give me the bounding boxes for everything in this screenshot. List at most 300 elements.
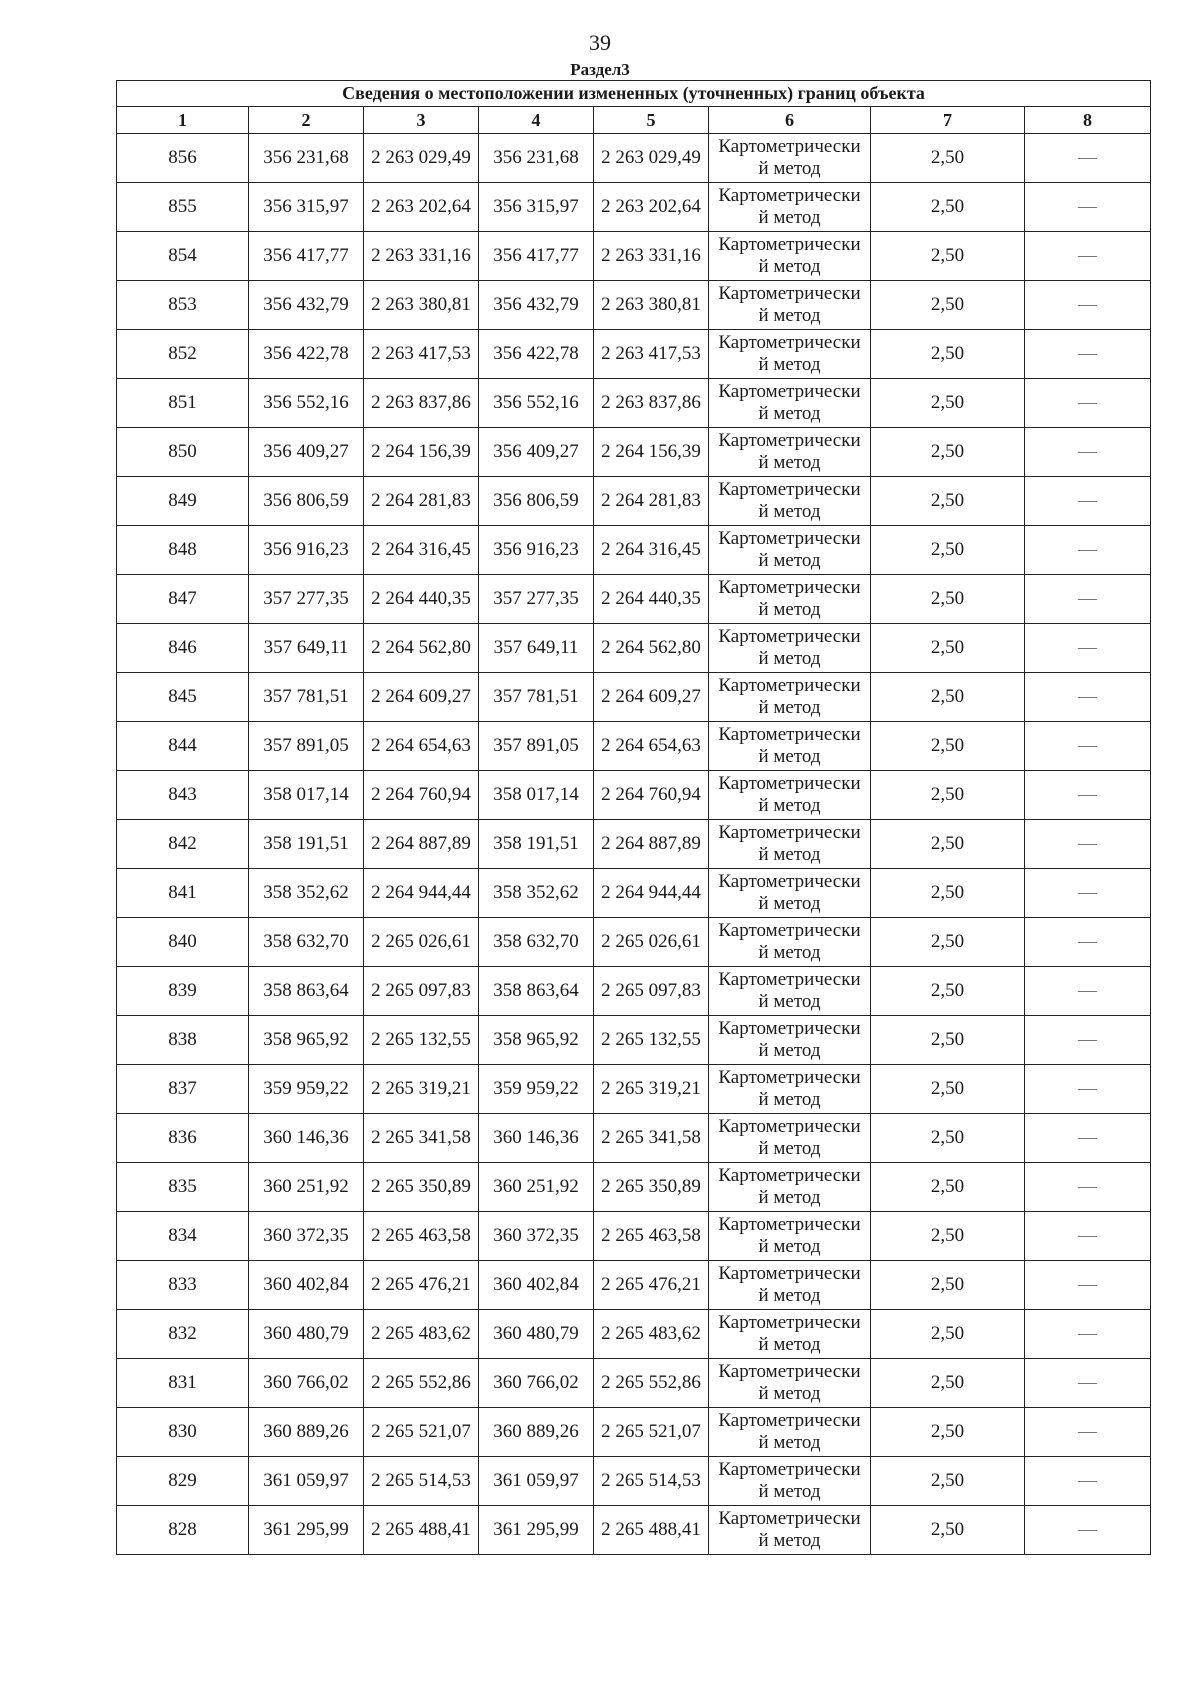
method-text-line: Картометрически xyxy=(718,1312,861,1333)
method-text-line: Картометрически xyxy=(718,136,861,157)
accuracy-cell: 2,50 xyxy=(871,918,1025,967)
column-number: 3 xyxy=(364,107,479,134)
x-coordinate-new-cell: 356 432,79 xyxy=(479,281,594,330)
x-coordinate-new-cell: 356 916,23 xyxy=(479,526,594,575)
method-text-line: Картометрически xyxy=(718,430,861,451)
y-coordinate-old-cell: 2 264 887,89 xyxy=(364,820,479,869)
y-coordinate-new-cell: 2 264 887,89 xyxy=(594,820,709,869)
accuracy-cell: 2,50 xyxy=(871,183,1025,232)
x-coordinate-old-cell: 357 891,05 xyxy=(249,722,364,771)
x-coordinate-new-cell: 357 891,05 xyxy=(479,722,594,771)
method-text-line: Картометрически xyxy=(718,381,861,402)
y-coordinate-new-cell: 2 265 341,58 xyxy=(594,1114,709,1163)
method-text-line: й метод xyxy=(758,305,821,326)
determination-method-cell xyxy=(709,1506,871,1555)
determination-method-cell xyxy=(709,134,871,183)
table-row xyxy=(117,967,1151,1016)
x-coordinate-old-cell: 356 417,77 xyxy=(249,232,364,281)
point-number-cell: 837 xyxy=(117,1065,249,1114)
column-number: 2 xyxy=(249,107,364,134)
method-text-line: Картометрически xyxy=(718,234,861,255)
method-text-line: й метод xyxy=(758,501,821,522)
method-text-line: Картометрически xyxy=(718,1214,861,1235)
method-text-line: Картометрически xyxy=(718,871,861,892)
column-number: 5 xyxy=(594,107,709,134)
x-coordinate-new-cell: 356 315,97 xyxy=(479,183,594,232)
determination-method-cell xyxy=(709,1114,871,1163)
y-coordinate-new-cell: 2 265 483,62 xyxy=(594,1310,709,1359)
note-cell: — xyxy=(1025,1065,1151,1114)
accuracy-cell: 2,50 xyxy=(871,477,1025,526)
note-cell: — xyxy=(1025,1359,1151,1408)
method-text-line: й метод xyxy=(758,942,821,963)
x-coordinate-new-cell: 356 552,16 xyxy=(479,379,594,428)
method-text-line: Картометрически xyxy=(718,675,861,696)
table-row xyxy=(117,771,1151,820)
point-number-cell: 844 xyxy=(117,722,249,771)
x-coordinate-old-cell: 360 372,35 xyxy=(249,1212,364,1261)
table-row xyxy=(117,134,1151,183)
accuracy-cell: 2,50 xyxy=(871,379,1025,428)
column-number: 8 xyxy=(1025,107,1151,134)
point-number-cell: 830 xyxy=(117,1408,249,1457)
method-text-line: й метод xyxy=(758,1236,821,1257)
method-text-line: й метод xyxy=(758,844,821,865)
method-text-line: й метод xyxy=(758,1530,821,1551)
y-coordinate-old-cell: 2 263 029,49 xyxy=(364,134,479,183)
x-coordinate-new-cell: 360 889,26 xyxy=(479,1408,594,1457)
y-coordinate-new-cell: 2 264 440,35 xyxy=(594,575,709,624)
determination-method-cell xyxy=(709,869,871,918)
x-coordinate-old-cell: 360 889,26 xyxy=(249,1408,364,1457)
method-text-line: й метод xyxy=(758,158,821,179)
x-coordinate-old-cell: 356 916,23 xyxy=(249,526,364,575)
method-text-line: Картометрически xyxy=(718,1018,861,1039)
table-row xyxy=(117,1016,1151,1065)
x-coordinate-new-cell: 356 231,68 xyxy=(479,134,594,183)
x-coordinate-new-cell: 357 649,11 xyxy=(479,624,594,673)
table-row xyxy=(117,624,1151,673)
determination-method-cell xyxy=(709,281,871,330)
point-number-cell: 851 xyxy=(117,379,249,428)
point-number-cell: 841 xyxy=(117,869,249,918)
method-text-line: й метод xyxy=(758,893,821,914)
method-text-line: Картометрически xyxy=(718,1459,861,1480)
y-coordinate-old-cell: 2 265 552,86 xyxy=(364,1359,479,1408)
determination-method-cell xyxy=(709,1163,871,1212)
y-coordinate-old-cell: 2 264 156,39 xyxy=(364,428,479,477)
x-coordinate-old-cell: 361 059,97 xyxy=(249,1457,364,1506)
point-number-cell: 835 xyxy=(117,1163,249,1212)
x-coordinate-new-cell: 360 146,36 xyxy=(479,1114,594,1163)
point-number-cell: 847 xyxy=(117,575,249,624)
point-number-cell: 831 xyxy=(117,1359,249,1408)
determination-method-cell xyxy=(709,673,871,722)
note-cell: — xyxy=(1025,379,1151,428)
point-number-cell: 853 xyxy=(117,281,249,330)
note-cell: — xyxy=(1025,967,1151,1016)
method-text-line: Картометрически xyxy=(718,1067,861,1088)
point-number-cell: 832 xyxy=(117,1310,249,1359)
note-cell: — xyxy=(1025,477,1151,526)
note-cell: — xyxy=(1025,1506,1151,1555)
method-text-line: Картометрически xyxy=(718,185,861,206)
y-coordinate-old-cell: 2 265 097,83 xyxy=(364,967,479,1016)
x-coordinate-old-cell: 357 277,35 xyxy=(249,575,364,624)
column-number: 6 xyxy=(709,107,871,134)
y-coordinate-old-cell: 2 265 319,21 xyxy=(364,1065,479,1114)
table-row xyxy=(117,1506,1151,1555)
accuracy-cell: 2,50 xyxy=(871,771,1025,820)
y-coordinate-new-cell: 2 264 944,44 xyxy=(594,869,709,918)
accuracy-cell: 2,50 xyxy=(871,1163,1025,1212)
table-row xyxy=(117,673,1151,722)
y-coordinate-new-cell: 2 263 417,53 xyxy=(594,330,709,379)
point-number-cell: 833 xyxy=(117,1261,249,1310)
method-text-line: Картометрически xyxy=(718,1165,861,1186)
y-coordinate-new-cell: 2 265 026,61 xyxy=(594,918,709,967)
y-coordinate-new-cell: 2 264 281,83 xyxy=(594,477,709,526)
accuracy-cell: 2,50 xyxy=(871,575,1025,624)
page-number: 39 xyxy=(589,30,611,55)
note-cell: — xyxy=(1025,1261,1151,1310)
column-number: 1 xyxy=(117,107,249,134)
method-text-line: Картометрически xyxy=(718,969,861,990)
y-coordinate-old-cell: 2 265 350,89 xyxy=(364,1163,479,1212)
accuracy-cell: 2,50 xyxy=(871,624,1025,673)
note-cell: — xyxy=(1025,1016,1151,1065)
method-text-line: й метод xyxy=(758,1187,821,1208)
y-coordinate-old-cell: 2 263 331,16 xyxy=(364,232,479,281)
y-coordinate-new-cell: 2 265 514,53 xyxy=(594,1457,709,1506)
column-number: 7 xyxy=(871,107,1025,134)
accuracy-cell: 2,50 xyxy=(871,1408,1025,1457)
y-coordinate-old-cell: 2 263 202,64 xyxy=(364,183,479,232)
method-text-line: Картометрически xyxy=(718,332,861,353)
method-text-line: й метод xyxy=(758,1285,821,1306)
y-coordinate-new-cell: 2 264 609,27 xyxy=(594,673,709,722)
y-coordinate-old-cell: 2 265 026,61 xyxy=(364,918,479,967)
y-coordinate-old-cell: 2 265 132,55 xyxy=(364,1016,479,1065)
table-row xyxy=(117,232,1151,281)
method-text-line: й метод xyxy=(758,1481,821,1502)
table-row xyxy=(117,722,1151,771)
y-coordinate-old-cell: 2 264 944,44 xyxy=(364,869,479,918)
accuracy-cell: 2,50 xyxy=(871,1359,1025,1408)
method-text-line: Картометрически xyxy=(718,724,861,745)
accuracy-cell: 2,50 xyxy=(871,1506,1025,1555)
method-text-line: й метод xyxy=(758,354,821,375)
note-cell: — xyxy=(1025,232,1151,281)
x-coordinate-old-cell: 356 422,78 xyxy=(249,330,364,379)
y-coordinate-new-cell: 2 263 029,49 xyxy=(594,134,709,183)
determination-method-cell xyxy=(709,624,871,673)
table-row xyxy=(117,1310,1151,1359)
note-cell: — xyxy=(1025,722,1151,771)
x-coordinate-old-cell: 358 632,70 xyxy=(249,918,364,967)
point-number-cell: 843 xyxy=(117,771,249,820)
x-coordinate-old-cell: 358 965,92 xyxy=(249,1016,364,1065)
determination-method-cell xyxy=(709,1310,871,1359)
note-cell: — xyxy=(1025,1114,1151,1163)
x-coordinate-new-cell: 357 781,51 xyxy=(479,673,594,722)
method-text-line: й метод xyxy=(758,991,821,1012)
accuracy-cell: 2,50 xyxy=(871,1261,1025,1310)
point-number-cell: 854 xyxy=(117,232,249,281)
method-text-line: й метод xyxy=(758,256,821,277)
note-cell: — xyxy=(1025,624,1151,673)
table-row xyxy=(117,1163,1151,1212)
table-row xyxy=(117,428,1151,477)
determination-method-cell xyxy=(709,1016,871,1065)
accuracy-cell: 2,50 xyxy=(871,673,1025,722)
determination-method-cell xyxy=(709,575,871,624)
y-coordinate-new-cell: 2 265 097,83 xyxy=(594,967,709,1016)
point-number-cell: 829 xyxy=(117,1457,249,1506)
y-coordinate-new-cell: 2 265 132,55 xyxy=(594,1016,709,1065)
y-coordinate-old-cell: 2 264 654,63 xyxy=(364,722,479,771)
section-title: Раздел3 xyxy=(570,60,630,79)
determination-method-cell xyxy=(709,722,871,771)
table-row xyxy=(117,869,1151,918)
y-coordinate-new-cell: 2 263 202,64 xyxy=(594,183,709,232)
point-number-cell: 846 xyxy=(117,624,249,673)
x-coordinate-old-cell: 356 432,79 xyxy=(249,281,364,330)
x-coordinate-old-cell: 356 231,68 xyxy=(249,134,364,183)
y-coordinate-new-cell: 2 264 760,94 xyxy=(594,771,709,820)
determination-method-cell xyxy=(709,918,871,967)
x-coordinate-new-cell: 360 402,84 xyxy=(479,1261,594,1310)
x-coordinate-old-cell: 356 552,16 xyxy=(249,379,364,428)
y-coordinate-old-cell: 2 263 837,86 xyxy=(364,379,479,428)
x-coordinate-new-cell: 358 017,14 xyxy=(479,771,594,820)
method-text-line: й метод xyxy=(758,207,821,228)
determination-method-cell xyxy=(709,1065,871,1114)
note-cell: — xyxy=(1025,869,1151,918)
x-coordinate-new-cell: 360 480,79 xyxy=(479,1310,594,1359)
method-text-line: Картометрически xyxy=(718,1263,861,1284)
point-number-cell: 842 xyxy=(117,820,249,869)
y-coordinate-new-cell: 2 265 463,58 xyxy=(594,1212,709,1261)
point-number-cell: 839 xyxy=(117,967,249,1016)
method-text-line: Картометрически xyxy=(718,1116,861,1137)
determination-method-cell xyxy=(709,1408,871,1457)
method-text-line: Картометрически xyxy=(718,577,861,598)
method-text-line: й метод xyxy=(758,795,821,816)
x-coordinate-new-cell: 358 965,92 xyxy=(479,1016,594,1065)
accuracy-cell: 2,50 xyxy=(871,232,1025,281)
x-coordinate-new-cell: 357 277,35 xyxy=(479,575,594,624)
x-coordinate-new-cell: 359 959,22 xyxy=(479,1065,594,1114)
x-coordinate-new-cell: 356 422,78 xyxy=(479,330,594,379)
table-row xyxy=(117,526,1151,575)
y-coordinate-old-cell: 2 265 483,62 xyxy=(364,1310,479,1359)
y-coordinate-new-cell: 2 265 350,89 xyxy=(594,1163,709,1212)
determination-method-cell xyxy=(709,526,871,575)
y-coordinate-old-cell: 2 265 514,53 xyxy=(364,1457,479,1506)
boundary-coordinates-table xyxy=(116,80,1151,1555)
method-text-line: Картометрически xyxy=(718,283,861,304)
note-cell: — xyxy=(1025,575,1151,624)
point-number-cell: 855 xyxy=(117,183,249,232)
column-number-row xyxy=(117,107,1151,134)
table-row xyxy=(117,1261,1151,1310)
table-row xyxy=(117,183,1151,232)
x-coordinate-old-cell: 360 402,84 xyxy=(249,1261,364,1310)
y-coordinate-old-cell: 2 264 562,80 xyxy=(364,624,479,673)
accuracy-cell: 2,50 xyxy=(871,134,1025,183)
note-cell: — xyxy=(1025,281,1151,330)
accuracy-cell: 2,50 xyxy=(871,1016,1025,1065)
x-coordinate-new-cell: 358 191,51 xyxy=(479,820,594,869)
point-number-cell: 840 xyxy=(117,918,249,967)
method-text-line: Картометрически xyxy=(718,822,861,843)
y-coordinate-old-cell: 2 265 488,41 xyxy=(364,1506,479,1555)
method-text-line: й метод xyxy=(758,1432,821,1453)
x-coordinate-old-cell: 358 191,51 xyxy=(249,820,364,869)
x-coordinate-new-cell: 356 806,59 xyxy=(479,477,594,526)
accuracy-cell: 2,50 xyxy=(871,428,1025,477)
table-row xyxy=(117,330,1151,379)
table-row xyxy=(117,477,1151,526)
method-text-line: Картометрически xyxy=(718,528,861,549)
accuracy-cell: 2,50 xyxy=(871,967,1025,1016)
method-text-line: й метод xyxy=(758,550,821,571)
method-text-line: й метод xyxy=(758,648,821,669)
accuracy-cell: 2,50 xyxy=(871,526,1025,575)
method-text-line: й метод xyxy=(758,746,821,767)
x-coordinate-new-cell: 356 409,27 xyxy=(479,428,594,477)
table-row xyxy=(117,1065,1151,1114)
accuracy-cell: 2,50 xyxy=(871,1310,1025,1359)
point-number-cell: 852 xyxy=(117,330,249,379)
accuracy-cell: 2,50 xyxy=(871,722,1025,771)
y-coordinate-old-cell: 2 264 281,83 xyxy=(364,477,479,526)
y-coordinate-new-cell: 2 265 319,21 xyxy=(594,1065,709,1114)
point-number-cell: 848 xyxy=(117,526,249,575)
accuracy-cell: 2,50 xyxy=(871,1457,1025,1506)
y-coordinate-new-cell: 2 265 521,07 xyxy=(594,1408,709,1457)
determination-method-cell xyxy=(709,379,871,428)
point-number-cell: 828 xyxy=(117,1506,249,1555)
method-text-line: й метод xyxy=(758,599,821,620)
note-cell: — xyxy=(1025,918,1151,967)
method-text-line: й метод xyxy=(758,452,821,473)
x-coordinate-new-cell: 361 295,99 xyxy=(479,1506,594,1555)
note-cell: — xyxy=(1025,1310,1151,1359)
table-body xyxy=(117,134,1151,1555)
point-number-cell: 850 xyxy=(117,428,249,477)
x-coordinate-old-cell: 361 295,99 xyxy=(249,1506,364,1555)
y-coordinate-old-cell: 2 264 440,35 xyxy=(364,575,479,624)
accuracy-cell: 2,50 xyxy=(871,1065,1025,1114)
x-coordinate-new-cell: 356 417,77 xyxy=(479,232,594,281)
table-row xyxy=(117,1408,1151,1457)
point-number-cell: 834 xyxy=(117,1212,249,1261)
y-coordinate-new-cell: 2 263 380,81 xyxy=(594,281,709,330)
x-coordinate-old-cell: 357 781,51 xyxy=(249,673,364,722)
method-text-line: й метод xyxy=(758,1089,821,1110)
y-coordinate-old-cell: 2 265 521,07 xyxy=(364,1408,479,1457)
method-text-line: й метод xyxy=(758,1040,821,1061)
table-row xyxy=(117,1212,1151,1261)
determination-method-cell xyxy=(709,183,871,232)
y-coordinate-old-cell: 2 264 609,27 xyxy=(364,673,479,722)
point-number-cell: 849 xyxy=(117,477,249,526)
table-row xyxy=(117,1457,1151,1506)
x-coordinate-old-cell: 356 315,97 xyxy=(249,183,364,232)
method-text-line: Картометрически xyxy=(718,920,861,941)
table-row xyxy=(117,820,1151,869)
method-text-line: й метод xyxy=(758,1383,821,1404)
x-coordinate-old-cell: 356 409,27 xyxy=(249,428,364,477)
method-text-line: й метод xyxy=(758,697,821,718)
x-coordinate-new-cell: 361 059,97 xyxy=(479,1457,594,1506)
x-coordinate-new-cell: 360 766,02 xyxy=(479,1359,594,1408)
accuracy-cell: 2,50 xyxy=(871,1114,1025,1163)
method-text-line: Картометрически xyxy=(718,773,861,794)
note-cell: — xyxy=(1025,771,1151,820)
note-cell: — xyxy=(1025,1457,1151,1506)
x-coordinate-old-cell: 357 649,11 xyxy=(249,624,364,673)
y-coordinate-old-cell: 2 263 380,81 xyxy=(364,281,479,330)
determination-method-cell xyxy=(709,232,871,281)
column-number: 4 xyxy=(479,107,594,134)
note-cell: — xyxy=(1025,1212,1151,1261)
table-row xyxy=(117,1114,1151,1163)
x-coordinate-new-cell: 358 632,70 xyxy=(479,918,594,967)
note-cell: — xyxy=(1025,526,1151,575)
method-text-line: й метод xyxy=(758,1138,821,1159)
point-number-cell: 845 xyxy=(117,673,249,722)
point-number-cell: 836 xyxy=(117,1114,249,1163)
accuracy-cell: 2,50 xyxy=(871,820,1025,869)
method-text-line: Картометрически xyxy=(718,1508,861,1529)
note-cell: — xyxy=(1025,330,1151,379)
y-coordinate-old-cell: 2 265 341,58 xyxy=(364,1114,479,1163)
table-row xyxy=(117,1359,1151,1408)
accuracy-cell: 2,50 xyxy=(871,330,1025,379)
method-text-line: Картометрически xyxy=(718,626,861,647)
accuracy-cell: 2,50 xyxy=(871,281,1025,330)
y-coordinate-new-cell: 2 264 562,80 xyxy=(594,624,709,673)
table-row xyxy=(117,379,1151,428)
determination-method-cell xyxy=(709,967,871,1016)
y-coordinate-new-cell: 2 264 654,63 xyxy=(594,722,709,771)
x-coordinate-new-cell: 358 352,62 xyxy=(479,869,594,918)
determination-method-cell xyxy=(709,1212,871,1261)
table-row xyxy=(117,918,1151,967)
x-coordinate-old-cell: 358 352,62 xyxy=(249,869,364,918)
note-cell: — xyxy=(1025,820,1151,869)
x-coordinate-new-cell: 358 863,64 xyxy=(479,967,594,1016)
y-coordinate-new-cell: 2 263 331,16 xyxy=(594,232,709,281)
determination-method-cell xyxy=(709,1359,871,1408)
determination-method-cell xyxy=(709,428,871,477)
x-coordinate-new-cell: 360 372,35 xyxy=(479,1212,594,1261)
y-coordinate-new-cell: 2 264 156,39 xyxy=(594,428,709,477)
note-cell: — xyxy=(1025,1408,1151,1457)
determination-method-cell xyxy=(709,330,871,379)
y-coordinate-old-cell: 2 263 417,53 xyxy=(364,330,479,379)
determination-method-cell xyxy=(709,1261,871,1310)
y-coordinate-old-cell: 2 265 463,58 xyxy=(364,1212,479,1261)
x-coordinate-old-cell: 358 863,64 xyxy=(249,967,364,1016)
accuracy-cell: 2,50 xyxy=(871,869,1025,918)
method-text-line: й метод xyxy=(758,1334,821,1355)
method-text-line: Картометрически xyxy=(718,1410,861,1431)
point-number-cell: 838 xyxy=(117,1016,249,1065)
